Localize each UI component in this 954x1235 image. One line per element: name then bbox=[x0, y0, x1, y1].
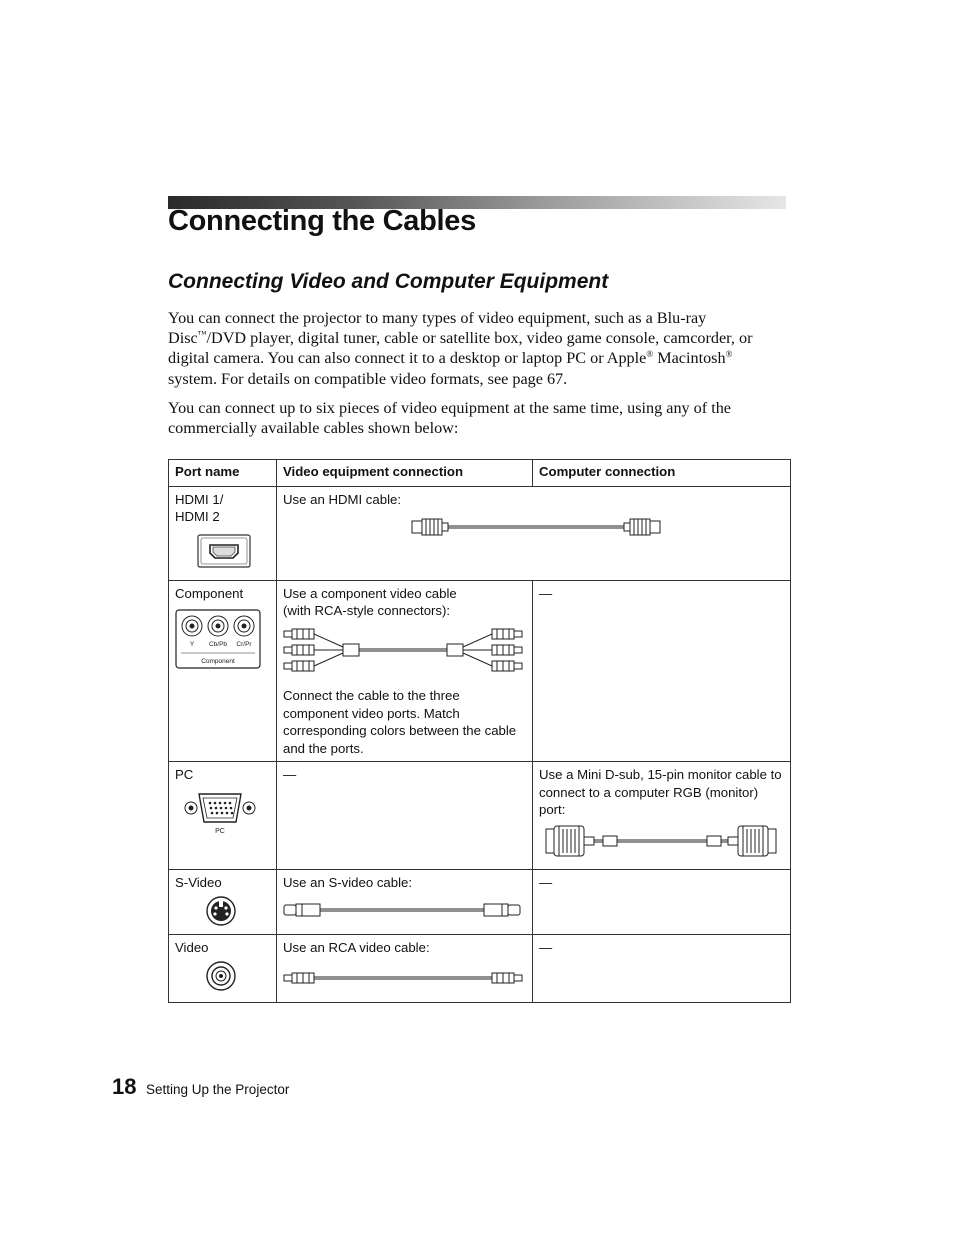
vga-port-icon bbox=[183, 790, 270, 841]
component-cable-icon bbox=[283, 627, 526, 678]
connection-cell: — bbox=[533, 870, 791, 935]
registered-symbol: ® bbox=[725, 349, 733, 360]
port-label: Component bbox=[201, 658, 235, 665]
registered-symbol: ® bbox=[646, 349, 654, 360]
connection-text: Use a Mini D-sub, 15-pin monitor cable to connect to a computer RGB (monitor) port: bbox=[539, 767, 782, 817]
connection-text: Use an RCA video cable: bbox=[283, 940, 430, 955]
connection-cell: — bbox=[533, 580, 791, 762]
table-header-row bbox=[169, 460, 791, 487]
connection-text: Use an HDMI cable: bbox=[283, 491, 401, 507]
vga-cable-icon bbox=[545, 825, 784, 862]
port-cell bbox=[169, 870, 277, 935]
table-row bbox=[169, 762, 791, 870]
port-name: Video bbox=[175, 940, 209, 955]
table-row bbox=[169, 935, 791, 1003]
column-header: Port name bbox=[169, 460, 277, 487]
port-name: PC bbox=[175, 767, 194, 782]
intro-paragraph-1 bbox=[168, 308, 783, 389]
hdmi-cable-icon bbox=[411, 517, 784, 542]
connections-table bbox=[168, 459, 791, 1003]
port-name: S-Video bbox=[175, 875, 222, 890]
port-name: HDMI 1/ bbox=[175, 491, 224, 507]
column-header: Computer connection bbox=[533, 460, 791, 487]
column-header: Video equipment connection bbox=[277, 460, 533, 487]
port-label: Cr/Pr bbox=[236, 641, 252, 648]
connection-cell bbox=[533, 762, 791, 870]
connection-cell: — bbox=[533, 935, 791, 1003]
table-row bbox=[169, 870, 791, 935]
section-title: Connecting Video and Computer Equipment bbox=[168, 270, 609, 293]
footer-text: Setting Up the Projector bbox=[146, 1082, 290, 1097]
port-cell bbox=[169, 762, 277, 870]
port-name: Component bbox=[175, 585, 244, 601]
intro-text: You can connect the projector to many types of video equipment, such as a Blu-ray Disc bbox=[168, 309, 707, 348]
port-cell bbox=[169, 580, 277, 762]
connection-cell bbox=[277, 486, 791, 580]
connection-cell bbox=[277, 935, 533, 1003]
rca-cable-icon bbox=[283, 971, 526, 990]
port-label: Y bbox=[189, 641, 195, 648]
connection-cell bbox=[277, 580, 533, 762]
port-label: PC bbox=[215, 827, 225, 835]
port-label: Cb/Pb bbox=[208, 641, 228, 648]
connection-text: (with RCA-style connectors): bbox=[283, 603, 451, 618]
chapter-title: Connecting the Cables bbox=[168, 205, 476, 237]
intro-text: Macintosh bbox=[653, 349, 726, 368]
intro-text: /DVD player, digital tuner, cable or satellite box, video game console, camcorder, or digital camera. You can also connect it to a desktop or laptop PC or Apple bbox=[168, 329, 753, 368]
page-number: 18 bbox=[112, 1074, 137, 1099]
connection-cell bbox=[277, 870, 533, 935]
connection-text: Use a component video cable bbox=[283, 585, 457, 601]
table-row bbox=[169, 486, 791, 580]
port-cell bbox=[169, 935, 277, 1003]
connection-cell: — bbox=[277, 762, 533, 870]
hdmi-port-icon bbox=[197, 534, 270, 573]
connection-note: Connect the cable to the three component video ports. Match corresponding colors between the cable and the ports. bbox=[283, 688, 517, 756]
rca-port-icon bbox=[206, 961, 270, 996]
connection-text: Use an S-video cable: bbox=[283, 875, 413, 890]
port-cell bbox=[169, 486, 277, 580]
trademark-symbol: ™ bbox=[197, 329, 207, 340]
intro-paragraph-2: You can connect up to six pieces of video equipment at the same time, using any of the commercially available cables shown below: bbox=[168, 399, 731, 438]
table-row bbox=[169, 580, 791, 762]
component-ports-icon bbox=[175, 609, 270, 674]
intro-text: system. For details on compatible video formats, see page 67. bbox=[168, 369, 568, 388]
port-name: HDMI 2 bbox=[175, 509, 220, 524]
s-video-cable-icon bbox=[283, 902, 526, 923]
s-video-port-icon bbox=[206, 896, 270, 931]
